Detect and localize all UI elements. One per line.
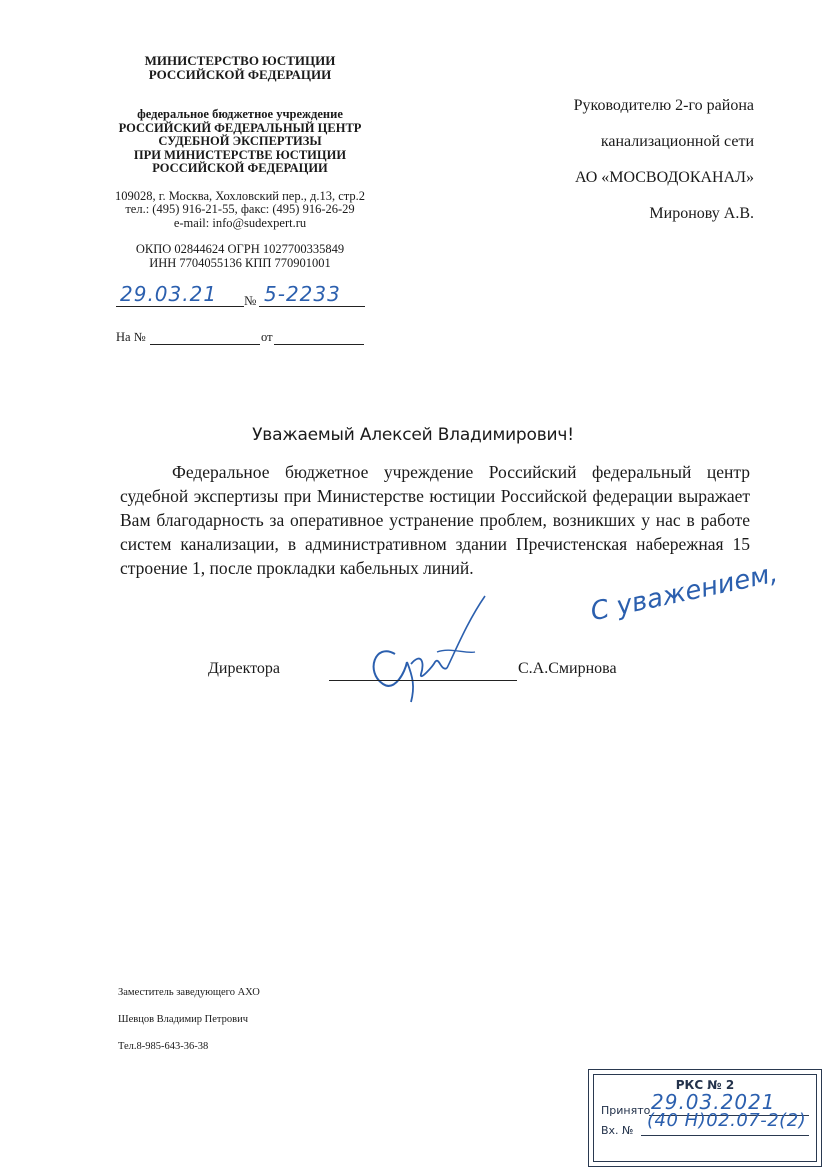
outgoing-number: 5-2233 bbox=[264, 282, 341, 306]
number-underline bbox=[259, 306, 365, 307]
stamp-incoming-number: (40 Н)02.07-2(2) bbox=[647, 1110, 807, 1131]
stamp-title: РКС № 2 bbox=[675, 1078, 735, 1092]
org-type: федеральное бюджетное учреждение bbox=[137, 107, 343, 121]
number-label: № bbox=[244, 293, 257, 308]
stamp-incoming-label: Вх. № bbox=[601, 1124, 634, 1137]
ministry-line-1: МИНИСТЕРСТВО ЮСТИЦИИ bbox=[144, 53, 336, 68]
receipt-stamp bbox=[588, 1069, 822, 1167]
reply-from-label: от bbox=[261, 330, 273, 344]
reply-number-line bbox=[150, 344, 260, 345]
addressee-line-2: канализационной сети bbox=[600, 133, 754, 150]
signature-scribble bbox=[355, 592, 495, 712]
signature-row bbox=[208, 660, 648, 684]
letterhead bbox=[95, 54, 385, 270]
signature-line bbox=[329, 680, 517, 681]
addressee-line-1: Руководителю 2-го района bbox=[573, 97, 754, 114]
signatory-name: С.А.Смирнова bbox=[518, 660, 617, 677]
org-name-line-2: СУДЕБНОЙ ЭКСПЕРТИЗЫ bbox=[158, 134, 322, 148]
outgoing-date: 29.03.21 bbox=[120, 282, 218, 306]
org-address: 109028, г. Москва, Хохловский пер., д.13, стр.2 bbox=[115, 188, 365, 203]
contact-footer bbox=[118, 986, 260, 1067]
org-name-line-4: РОССИЙСКОЙ ФЕДЕРАЦИИ bbox=[152, 161, 328, 175]
reply-reference bbox=[116, 330, 366, 348]
org-codes-2: ИНН 7704055136 КПП 770901001 bbox=[149, 255, 331, 270]
stamp-received-label: Принято bbox=[601, 1104, 651, 1117]
ministry-line-2: РОССИЙСКОЙ ФЕДЕРАЦИИ bbox=[148, 67, 332, 82]
stamp-number-line bbox=[641, 1135, 809, 1136]
addressee bbox=[454, 94, 754, 238]
stamp-received-date: 29.03.2021 bbox=[651, 1090, 776, 1114]
org-name-line-1: РОССИЙСКИЙ ФЕДЕРАЛЬНЫЙ ЦЕНТР bbox=[118, 120, 362, 135]
body-paragraph: Федеральное бюджетное учреждение Российский федеральный центр судебной экспертизы при Министерстве юстиции Российской федерации выражает Вам благодарность за оперативное устранение проблем, возникших у нас в работе систем канализации, в административном здании Пречистенская набережная 15 строение 1, после прокладки кабельных линий. bbox=[120, 462, 750, 578]
signatory-title: Директора bbox=[208, 660, 281, 677]
contact-position: Заместитель заведующего АХО bbox=[118, 987, 260, 998]
greeting: Уважаемый Алексей Владимирович! bbox=[252, 425, 574, 445]
org-email: e-mail: info@sudexpert.ru bbox=[173, 215, 307, 230]
addressee-line-3: АО «МОСВОДОКАНАЛ» bbox=[574, 169, 754, 186]
reply-date-line bbox=[274, 344, 364, 345]
outgoing-reference bbox=[116, 282, 366, 310]
org-phone: тел.: (495) 916-21-55, факс: (495) 916-26-29 bbox=[125, 202, 355, 216]
contact-phone: Тел.8-985-643-36-38 bbox=[118, 1041, 209, 1052]
org-name-line-3: ПРИ МИНИСТЕРСТВЕ ЮСТИЦИИ bbox=[133, 147, 347, 162]
reply-number-label: На № bbox=[116, 330, 146, 344]
addressee-line-4: Миронову А.В. bbox=[649, 205, 754, 222]
letter-body bbox=[120, 460, 750, 580]
org-codes-1: ОКПО 02844624 ОГРН 1027700335849 bbox=[135, 242, 345, 256]
date-underline bbox=[116, 306, 244, 307]
handwritten-regards: С уважением, bbox=[588, 558, 781, 628]
contact-person: Шевцов Владимир Петрович bbox=[118, 1014, 248, 1025]
